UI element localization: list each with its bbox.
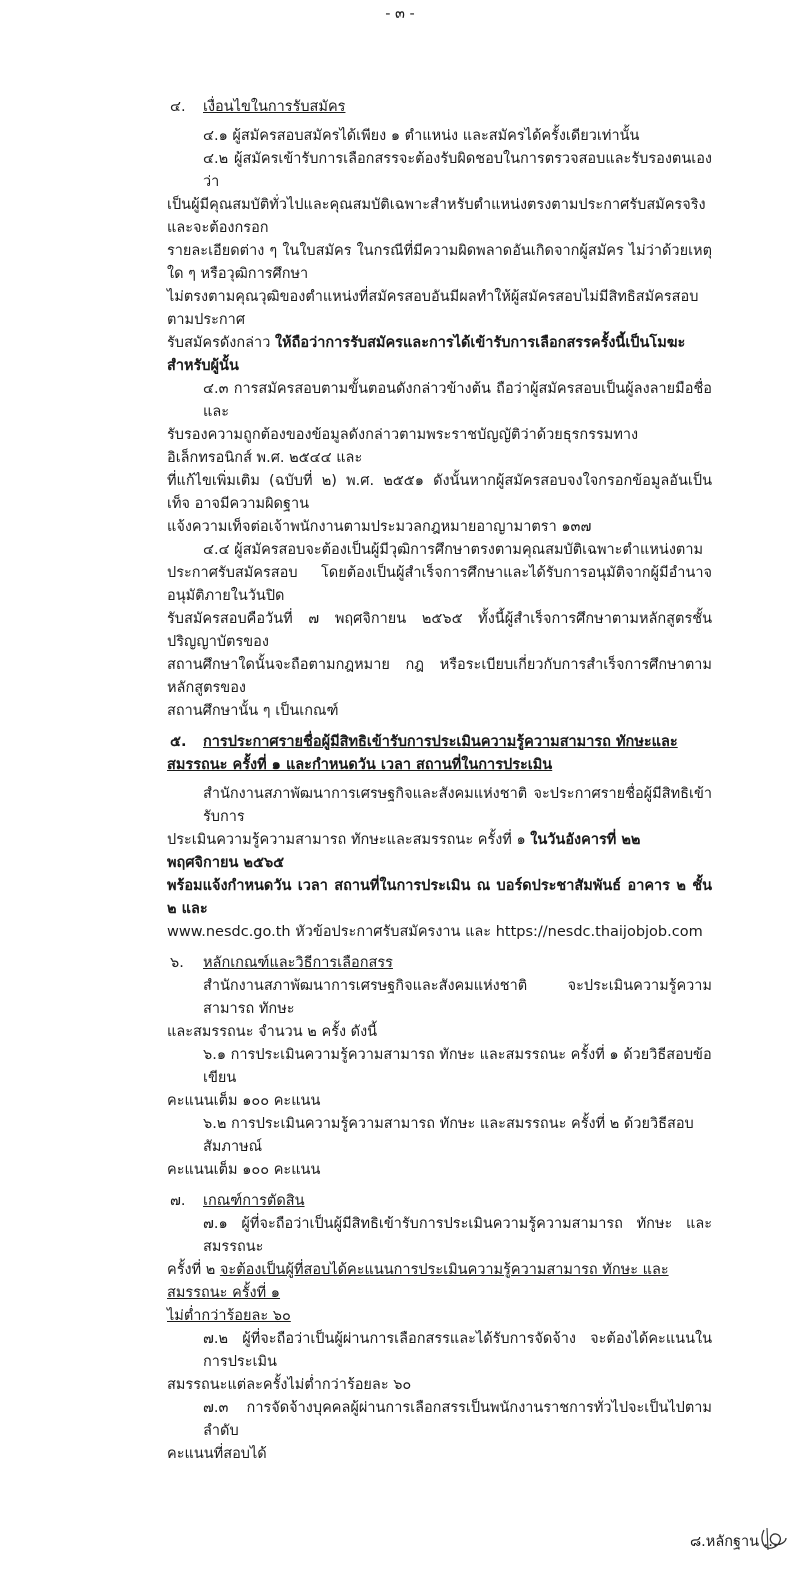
clause-6-1: ๖.๑ การประเมินความรู้ความสามารถ ทักษะ และสมรรถนะ ครั้งที่ ๑ ด้วยวิธีสอบข้อเขียน [203, 1047, 712, 1086]
clause-4-2-line [167, 332, 712, 378]
section-7-heading [167, 1190, 712, 1213]
void-statement: ให้ถือว่าการรับสมัครและการได้เข้ารับการเลือกสรรครั้งนี้เป็นโมฆะสำหรับผู้นั้น [167, 335, 686, 374]
section-5-line: สำนักงานสภาพัฒนาการเศรษฐกิจและสังคมแห่งชาติ จะประกาศรายชื่อผู้มีสิทธิเข้ารับการ [203, 786, 712, 825]
section-5-number: ๕. [170, 734, 187, 750]
clause-4-2-line: เป็นผู้มีคุณสมบัติทั่วไปและคุณสมบัติเฉพาะสำหรับตำแหน่งตรงตามประกาศรับสมัครจริง และจะต้องกรอก [167, 197, 706, 236]
section-5-heading [167, 731, 712, 754]
clause-7-1: ไม่ต่ำกว่าร้อยละ ๖๐ [167, 1308, 291, 1324]
clause-7-3: คะแนนที่สอบได้ [167, 1446, 267, 1462]
announcement-date: ในวันอังคารที่ ๒๒ พฤศจิกายน ๒๕๖๕ [167, 832, 641, 871]
section-5-title: การประกาศรายชื่อผู้มีสิทธิเข้ารับการประเมินความรู้ความสามารถ ทักษะและ [203, 734, 678, 750]
criteria-underlined: จะต้องเป็นผู้ที่สอบได้คะแนนการประเมินความรู้ความสามารถ ทักษะ และสมรรถนะ ครั้งที่ ๑ [167, 1262, 669, 1301]
document-body [167, 24, 712, 1466]
clause-7-2: ๗.๒ ผู้ที่จะถือว่าเป็นผู้ผ่านการเลือกสรรและได้รับการจัดจ้าง จะต้องได้คะแนนในการประเมิน [203, 1331, 712, 1370]
clause-4-4-line: รับสมัครสอบคือวันที่ ๗ พฤศจิกายน ๒๕๖๕ ทั้งนี้ผู้สำเร็จการศึกษาตามหลักสูตรชั้นปริญญาบัตรของ [167, 611, 712, 650]
clause-4-2-line: รายละเอียดต่าง ๆ ในใบสมัคร ในกรณีที่มีความผิดพลาดอันเกิดจากผู้สมัคร ไม่ว่าด้วยเหตุใด ๆ หรือวุฒิการศึกษา [167, 243, 712, 282]
clause-4-3-line: ที่แก้ไขเพิ่มเติม (ฉบับที่ ๒) พ.ศ. ๒๕๕๑ ดังนั้นหากผู้สมัครสอบจงใจกรอกข้อมูลอันเป็นเท็จ อาจมีความผิดฐาน [167, 473, 712, 512]
clause-7-1: ๗.๑ ผู้ที่จะถือว่าเป็นผู้มีสิทธิเข้ารับการประเมินความรู้ความสามารถ ทักษะ และสมรรถนะ [203, 1216, 712, 1255]
clause-7-3: ๗.๓ การจัดจ้างบุคคลผู้ผ่านการเลือกสรรเป็นพนักงานราชการทั่วไปจะเป็นไปตามลำดับ [203, 1400, 712, 1439]
clause-4-3-line: รับรองความถูกต้องของข้อมูลดังกล่าวตามพระราชบัญญัติว่าด้วยธุรกรรมทางอิเล็กทรอนิกส์ พ.ศ. ๒๕๔๔ และ [167, 427, 639, 466]
section-4-title: เงื่อนไขในการรับสมัคร [203, 99, 346, 115]
clause-4-4-line: ประกาศรับสมัครสอบ โดยต้องเป็นผู้สำเร็จการศึกษาและได้รับการอนุมัติจากผู้มีอำนาจอนุมัติภายในวันปิด [167, 565, 712, 604]
section-5-title: สมรรถนะ ครั้งที่ ๑ และกำหนดวัน เวลา สถานที่ในการประเมิน [167, 757, 553, 773]
section-6-line: สำนักงานสภาพัฒนาการเศรษฐกิจและสังคมแห่งชาติ จะประเมินความรู้ความสามารถ ทักษะ [203, 978, 712, 1017]
clause-4-2-line: ไม่ตรงตามคุณวุฒิของตำแหน่งที่สมัครสอบอันมีผลทำให้ผู้สมัครสอบไม่มีสิทธิสมัครสอบตามประกาศ [167, 289, 699, 328]
clause-4-4-line: สถานศึกษานั้น ๆ เป็นเกณฑ์ [167, 703, 339, 719]
clause-6-1: คะแนนเต็ม ๑๐๐ คะแนน [167, 1093, 321, 1109]
text: ครั้งที่ ๒ [167, 1262, 220, 1278]
section-4-number: ๔. [170, 99, 186, 115]
section-7-number: ๗. [170, 1193, 186, 1209]
signature-initials [758, 1526, 788, 1558]
text: รับสมัครดังกล่าว [167, 335, 275, 351]
continued-next-page: ๘.หลักฐาน ... [690, 1534, 778, 1550]
section-6-heading [167, 952, 712, 975]
clause-4-4-line: สถานศึกษาใดนั้นจะถือตามกฎหมาย กฎ หรือระเบียบเกี่ยวกับการสำเร็จการศึกษาตามหลักสูตรของ [167, 657, 712, 696]
clause-7-1 [167, 1259, 712, 1305]
clause-4-4-line: ๔.๔ ผู้สมัครสอบจะต้องเป็นผู้มีวุฒิการศึกษาตรงตามคุณสมบัติเฉพาะตำแหน่งตาม [203, 542, 704, 558]
clause-7-2: สมรรถนะแต่ละครั้งไม่ต่ำกว่าร้อยละ ๖๐ [167, 1377, 412, 1393]
section-7-title: เกณฑ์การตัดสิน [203, 1193, 305, 1209]
clause-6-2: ๖.๒ การประเมินความรู้ความสามารถ ทักษะ และสมรรถนะ ครั้งที่ ๒ ด้วยวิธีสอบสัมภาษณ์ [203, 1116, 694, 1155]
section-6-number: ๖. [170, 955, 184, 971]
section-6-title: หลักเกณฑ์และวิธีการเลือกสรร [203, 955, 393, 971]
clause-4-2-line: ๔.๒ ผู้สมัครเข้ารับการเลือกสรรจะต้องรับผิดชอบในการตรวจสอบและรับรองตนเองว่า [203, 151, 712, 190]
clause-4-1: ๔.๑ ผู้สมัครสอบสมัครได้เพียง ๑ ตำแหน่ง และสมัครได้ครั้งเดียวเท่านั้น [203, 128, 640, 144]
section-4-heading [167, 96, 712, 119]
clause-4-3-line: ๔.๓ การสมัครสอบตามขั้นตอนดังกล่าวข้างต้น ถือว่าผู้สมัครสอบเป็นผู้ลงลายมือชื่อและ [203, 381, 712, 420]
page-number: - ๓ - [385, 6, 415, 22]
text: ประเมินความรู้ความสามารถ ทักษะและสมรรถนะ ครั้งที่ ๑ [167, 832, 531, 848]
website-links: www.nesdc.go.th หัวข้อประกาศรับสมัครงาน และ https://nesdc.thaijobjob.com [167, 924, 703, 940]
clause-6-2: คะแนนเต็ม ๑๐๐ คะแนน [167, 1162, 321, 1178]
page-footer [0, 1526, 800, 1586]
clause-4-3-line: แจ้งความเท็จต่อเจ้าพนักงานตามประมวลกฎหมายอาญามาตรา ๑๓๗ [167, 519, 592, 535]
section-6-line: และสมรรถนะ จำนวน ๒ ครั้ง ดังนี้ [167, 1024, 378, 1040]
section-5-line: พร้อมแจ้งกำหนดวัน เวลา สถานที่ในการประเมิน ณ บอร์ดประชาสัมพันธ์ อาคาร ๒ ชั้น ๒ และ [167, 878, 712, 917]
section-5-line [167, 829, 712, 875]
